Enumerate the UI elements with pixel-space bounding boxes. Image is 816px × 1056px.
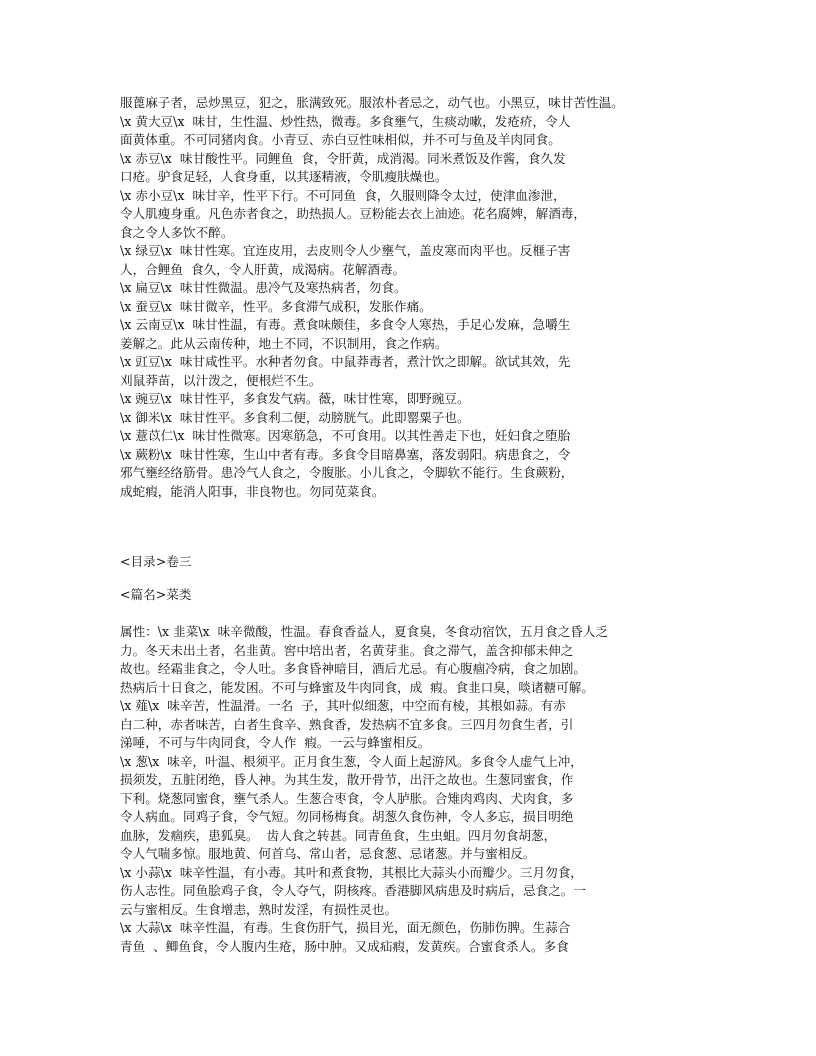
table-of-contents-heading <box>120 553 720 572</box>
text-line: \x 葱\x 味辛，叶温、根须平。正月食生葱，令人面上起游风。多食令人虚气上冲， <box>120 753 583 769</box>
text-line: 云与蜜相反。生食增恚，熟时发淫，有损性灵也。 <box>120 901 398 917</box>
text-line: \x 扁豆\x 味甘性微温。患冷气及寒热病者，勿食。 <box>120 280 407 295</box>
text-line: \x 黄大豆\x 味甘，生性温、炒性热，微毒。多食壅气，生痰动嗽，发疮疥，令人 <box>120 113 571 129</box>
toc-label: <目录>卷三 <box>120 554 192 569</box>
text-section-vegetables <box>120 623 720 956</box>
text-line: 人，合鲤鱼 食久，令人肝黄，成渴病。花解酒毒。 <box>120 261 406 277</box>
text-line: \x 小蒜\x 味辛性温，有小毒。其叶和煮食物，其根比大蒜头小而瓣少。三月勿食， <box>120 864 583 880</box>
chapter-title <box>120 586 720 605</box>
text-line: 令人气喘多惊。服地黄、何首乌、常山者，忌食葱、忌诸葱。并与蜜相反。 <box>120 846 536 861</box>
text-line: 服蓖麻子者，忌炒黑豆，犯之，胀满致死。服浓朴者忌之，动气也。小黑豆，味甘苦性温。 <box>120 95 624 110</box>
text-line: 血脉，发痼疾，患狐臭。 齿人食之转甚。同青鱼食，生虫蛆。四月勿食胡葱， <box>120 827 557 843</box>
text-line: \x 赤小豆\x 味甘辛，性平下行。不可同鱼 食，久服则降令太过，使津血渗泄， <box>120 187 566 203</box>
text-line: \x 大蒜\x 味辛性温，有毒。生食伤肝气，损目光，面无颜色，伤肺伤脾。生蒜合 <box>120 920 571 935</box>
text-line: 热病后十日食之，能发困。不可与蜂蜜及牛肉同食，成 瘕。食韭口臭，啖诸糖可解。 <box>120 679 594 695</box>
text-line: 白二种，赤者味苦，白者生食辛、熟食香，发热病不宜多食。三四月勿食生者，引 <box>120 716 574 732</box>
text-line: 食之令人多饮不醉。 <box>120 224 234 240</box>
chapter-title-label: <篇名>菜类 <box>120 587 192 602</box>
text-line: 故也。经霜韭食之，令人吐。多食昏神暗目，酒后尤忌。有心腹痼冷病，食之加剧。 <box>120 661 586 676</box>
text-line: \x 绿豆\x 味甘性寒。宜连皮用，去皮则令人少壅气，盖皮寒而肉平也。反榧子害 <box>120 243 571 258</box>
text-line: 伤人志性。同鱼脍鸡子食，令人夺气，阴核疼。香港脚风病患及时病后，忌食之。一 <box>120 883 586 898</box>
text-line: \x 豇豆\x 味甘咸性平。水种者勿食。中鼠莽毒者，煮汁饮之即解。欲试其效，先 <box>120 354 571 369</box>
text-line: 力。冬天未出土者，名韭黄。窖中培出者，名黄芽韭。食之滞气，盖含抑郁未伸之 <box>120 642 574 658</box>
text-line: \x 薤\x 味辛苦，性温滑。一名 子，其叶似细葱，中空而有棱，其根如蒜。有赤 <box>120 698 566 713</box>
text-line: 令人病血。同鸡子食，令气短。勿同杨梅食。胡葱久食伤神，令人多忘，损目明绝 <box>120 809 574 824</box>
text-line: \x 薏苡仁\x 味甘性微寒。因寒筋急，不可食用。以其性善走下也，妊妇食之堕胎 <box>120 428 571 443</box>
text-line: 成蛇瘕，能消人阳事，非良物也。勿同苋菜食。 <box>120 483 385 499</box>
text-line: \x 御米\x 味甘性平。多食利二便，动膀胱气。此即罂粟子也。 <box>120 409 470 425</box>
text-line: \x 云南豆\x 味甘性温，有毒。煮食味颇佳，多食令人寒热，手足心发麻，急嚼生 <box>120 317 571 332</box>
text-line: \x 蚕豆\x 味甘微辛，性平。多食滞气成积，发胀作痛。 <box>120 298 432 314</box>
text-line: 损须发，五脏闭绝，昏人神。为其生发，散开骨节，出汗之故也。生葱同蜜食，作 <box>120 772 574 787</box>
text-line: 姜解之。此从云南传种，地土不同，不识制用，食之作病。 <box>120 335 448 351</box>
text-line: 涕唾，不可与牛肉同食，令人作 瘕。一云与蜂蜜相反。 <box>120 735 431 750</box>
text-line: 属性：\x 韭菜\x 味辛微酸，性温。春食香益人，夏食臭，冬食动宿饮，五月食之昏人乏 <box>120 624 609 639</box>
text-line: 面黄体重。不可同猪肉食。小青豆、赤白豆性味相似，并不可与鱼及羊肉同食。 <box>120 132 561 147</box>
text-section-beans <box>120 94 720 501</box>
text-line: \x 豌豆\x 味甘性平，多食发气病。薇，味甘性寒，即野豌豆。 <box>120 391 470 406</box>
text-line: 口疮。驴食足轻，人食身重，以其逐精液，令肌瘦肤燥也。 <box>120 169 448 184</box>
text-line: 下利。烧葱同蜜食，壅气杀人。生葱合枣食，令人胪胀。合雉肉鸡肉、犬肉食，多 <box>120 790 574 806</box>
text-line: \x 赤豆\x 味甘酸性平。同鲤鱼 食，令肝黄，成消渴。同米煮饭及作酱，食久发 <box>120 150 566 166</box>
text-line: 令人肌瘦身重。凡色赤者食之，助热损人。豆粉能去衣上油迹。花名腐婢，解酒毒， <box>120 206 586 221</box>
text-line: \x 蕨粉\x 味甘性寒，生山中者有毒。多食令目暗鼻塞，落发弱阳。病患食之，令 <box>120 446 571 462</box>
text-line: 刈鼠莽苗，以汁泼之，便根烂不生。 <box>120 372 322 388</box>
text-line: 青鱼 、鲫鱼食，令人腹内生疮，肠中肿。又成疝瘕，发黄疾。合蜜食杀人。多食 <box>120 938 569 954</box>
text-line: 邪气壅经络筋骨。患冷气人食之，令腹胀。小儿食之，令脚软不能行。生食蕨粉， <box>120 465 574 480</box>
